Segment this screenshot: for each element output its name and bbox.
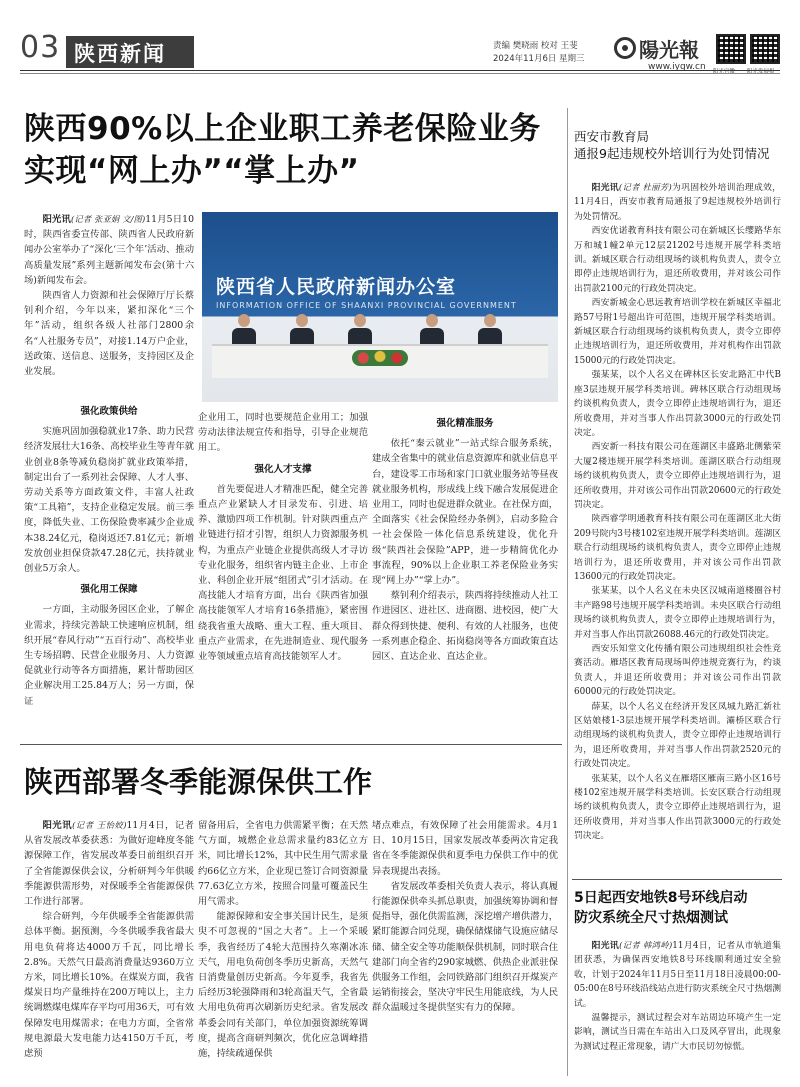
paragraph: 一方面，主动服务园区企业，了解企业需求，持续完善缺工快速响应机制，组织开展“春风行动”“五百行动”、高校毕业生专场招聘、民营企业服务月、人力资源促就业行动等各方面措施，累计帮助园区企业解决用工25.84万人；另一方面，保证 bbox=[24, 604, 194, 707]
paragraph: 能源保障和安全事关国计民生，是须臾不可忽视的“国之大者”。上一个采暖季，我省经历了4轮大范围持久寒潮冰冻天气，用电负荷创冬季历史新高，天然气日消费量创历史新高。今年夏季，我省先后经历3轮强降雨和3轮高温天气，全省最大用电负荷再次刷新历史纪录。省发展改革委会同有关部门，单位加强资源统筹调度，提高含商研判频次，优化应急调峰措施，持续疏通保供 bbox=[198, 911, 368, 1060]
date-line: 2024年11月6日 星期三 bbox=[493, 54, 585, 64]
paragraph: 为巩固校外培训治理成效，11月4日，西安市教育局通报了9起违规校外培训行为处罚情况。 bbox=[574, 183, 781, 222]
photo-banner-text: 陕西省人民政府新闻办公室 bbox=[216, 276, 457, 298]
qr-caption: 阳光官微 bbox=[713, 69, 736, 75]
byline: 阳光讯 bbox=[42, 820, 73, 831]
sidebar-title-1 bbox=[574, 128, 784, 162]
section-title: 陕西新闻 bbox=[66, 36, 194, 68]
speaker-figure bbox=[478, 314, 502, 348]
paragraph: 首先要促进人才精准匹配，健全完善重点产业紧缺人才目录发布、引进、培养、激励四项工作机制。针对陕西重点产业链进行招才引智，组织人力资源服务机构，为重点产业链企业提供高级人才寻访专业化服务，组织省内链主企业、上市企业、科创企业开展“组团式”引才活动。在高技能人才培育方面，出台《陕西省加强高技能领军人才培育16条措施》，紧密围绕我省重大战略、重大工程、重大项目、重点产业需求，在先进制造业、现代服务业等领域重点培育高技能领军人才。 bbox=[198, 483, 368, 663]
subheading: 强化人才支撑 bbox=[254, 463, 312, 475]
energy-article-col3 bbox=[372, 818, 558, 1016]
main-headline bbox=[24, 108, 554, 192]
energy-article-col1 bbox=[24, 818, 194, 1061]
paragraph: 温馨提示，测试过程会对车站周边环境产生一定影响，测试当日需在车站出入口及风亭冒出，此现象为测试过程正常现象，请广大市民切勿惊慌。 bbox=[574, 1013, 781, 1052]
header-rule bbox=[20, 70, 780, 71]
newspaper-logo[interactable] bbox=[614, 33, 710, 63]
speaker-figure bbox=[420, 314, 444, 348]
sidebar-title-line: 防灾系统全尺寸热烟测试 bbox=[574, 910, 728, 926]
header-rule-thin bbox=[20, 73, 780, 74]
sidebar-title-line: 通报9起违规校外培训行为处罚情况 bbox=[574, 146, 770, 161]
paragraph: 实施巩固加强稳就业17条、助力民营经济发展壮大16条、高校毕业生等青年就业创业8条等减负稳岗扩就业政策举措，制定出台了一系列社会保障、人才人事、劳动关系等方面政策文件，丰富人社政策“工具箱”，支持企业稳定发展。前三季度，降低失业、工伤保险费率减少企业成本38.24亿元，稳岗返还7.81亿元；新增发放创业担保贷款47.28亿元，扶持就业创业5万余人。 bbox=[24, 426, 194, 575]
paragraph: 依托“秦云就业”一站式综合服务系统，建成全省集中的就业信息资源库和就业信息平台，建设零工市场和家门口就业服务站等昼夜就业服务机构，形成线上线下融合发展促进企业用工，同时也促进群众就业。在社保方面，全面落实《社会保险经办条例》，启动多险合一社会保险一体化信息系统建设，优化升级“陕西社会保险”APP，进一步精简优化办事流程，90%以上企业职工养老保险业务实现“网上办”“掌上办”。 bbox=[372, 438, 558, 587]
main-article-col2 bbox=[198, 410, 368, 664]
energy-headline: 陕西部署冬季能源保供工作 bbox=[24, 765, 373, 799]
paragraph: 西安乐知堂文化传播有限公司违规组织社会性竞赛活动。雁塔区教育局现场叫停违规竞赛行为，约谈负责人，并退还所收费用；并对该公司作出罚款60000元的行政处罚决定。 bbox=[574, 644, 781, 698]
paragraph: 西安优诺教育科技有限公司在新城区长缨路华东万和城1幢2单元12层21202号违规开展学科类培训。新城区联合行动组现场约谈机构负责人，责令立即停止违规培训行为，退还所收费用，并对该公司作出罚款2100元的行政处罚决定。 bbox=[574, 226, 781, 294]
byline: 阳光讯 bbox=[591, 183, 619, 193]
sidebar-divider bbox=[572, 879, 782, 880]
qr-code-icon bbox=[750, 34, 780, 64]
paragraph: 11月4日，记者从市轨道集团获悉，为确保西安地铁8号环线顺利通过安全验收，计划于2024年11月5日至11月18日凌晨00:00-05:00在8号环线沿线站点进行防灾系统全尺寸热烟测试。 bbox=[574, 941, 781, 1009]
site-url[interactable]: www.iygw.cn bbox=[648, 62, 706, 72]
flower-arrangement bbox=[352, 350, 408, 366]
paragraph: 西安新一科技有限公司在莲湖区丰盛路北侧紫荣大厦2楼违规开展学科类培训。莲湖区联合行动组现场约谈机构负责人，责令立即停止违规培训行为，退还所收费用，并对该公司作出罚款20600元的行政处罚决定。 bbox=[574, 442, 781, 510]
paragraph: 张某某，以个人名义在雁塔区雁南三路小区16号楼102室违规开展学科类培训。长安区联合行动组现场约谈机构负责人，责令立即停止违规培训行为，退还所收费用，并对当事人作出罚款3000元的行政处罚决定。 bbox=[574, 773, 781, 842]
column-divider bbox=[567, 108, 568, 1076]
logo-text: 陽光報 bbox=[639, 37, 699, 62]
headline-line: 实现“网上办”“掌上办” bbox=[24, 153, 360, 189]
sidebar-article-1-body bbox=[574, 180, 781, 844]
editor-line: 责编 樊晓雨 校对 王斐 bbox=[493, 41, 578, 51]
paragraph: 蔡钊利介绍表示，陕西将持续推动人社工作进园区、进社区、进商圈、进校园，使广大群众得到快捷、便利、有效的人社服务，也使一系列惠企稳企、拓岗稳岗等各方面政策直达园区、直达企业、直达企业。 bbox=[372, 590, 558, 663]
paragraph: 陕西省人力资源和社会保障厅厅长蔡钊利介绍，今年以来，紧扣深化“三个年”活动，组织各级人社部门2800余名“人社服务专员”，对接1.14万户企业，送政策、送信息、送服务，支持园区及企业发展。 bbox=[24, 290, 194, 378]
paragraph: 张某某，以个人名义在未央区汉城南道楼圈谷村丰产路98号违规开展学科类培训。未央区联合行动组现场约谈机构负责人，责令立即停止违规培训行为，并对当事人作出罚款26088.46元的行政处罚决定。 bbox=[574, 586, 781, 640]
paragraph: 企业用工，同时也要规范企业用工；加强劳动法律法规宣传和指导，引导企业规范用工。 bbox=[198, 412, 368, 454]
paragraph: 省发展改革委相关负责人表示，将认真履行能源保供牵头抓总职责，加强统筹协调和督促指导，强化供需监测，深挖增产增供潜力，紧盯能源合同兑现，确保储煤储气设施应储尽储、储全安全等功能顺保供机制，同时联合住建部门向全省约290家城燃、供热企业派驻保供服务工作组，会同铁路部门组织召开煤炭产运销衔接会，坚决守牢民生用能底线，为人民群众温暖过冬提供坚实有力的保障。 bbox=[372, 880, 558, 1014]
reporter: (记者 张亚娟 文/图) bbox=[70, 214, 146, 224]
paragraph: 陕西睿学明通教育科技有限公司在莲湖区北大街209号院内3号楼102室违规开展学科类培训。莲湖区联合行动组现场约谈机构负责人，责令立即停止违规培训行为，退还所收费用，并对该公司作出罚款13600元的行政处罚决定。 bbox=[574, 514, 781, 582]
subheading: 强化精准服务 bbox=[436, 418, 494, 429]
byline: 阳光讯 bbox=[591, 941, 620, 951]
energy-article-col2 bbox=[198, 818, 368, 1061]
main-article-col1 bbox=[24, 398, 194, 709]
sidebar-title-line: 5日起西安地铁8号环线启动 bbox=[574, 890, 748, 906]
headline-line: 陕西90%以上企业职工养老保险业务 bbox=[24, 111, 541, 147]
byline: 阳光讯 bbox=[42, 214, 71, 225]
paragraph: 综合研判，今年供暖季全省能源供需总体平衡。据预测，今冬供暖季我省最大用电负荷将达4000万千瓦，同比增长2.8%。天然气日最高消费量达9360万立方米，同比增长10%。在煤炭方面，我省煤炭日均产量维持在200万吨以上，主力统调燃煤电煤库存平均可用36天，可有效保障发电用煤需求；在电力方面，全省常规电源最大发电能力达4150万千瓦，考虑预 bbox=[24, 911, 194, 1060]
article-divider bbox=[20, 744, 562, 745]
paragraph: 西安新城金心思远教育培训学校在新城区幸福北路57号附1号超出许可范围，违规开展学科类培训。新城区联合行动组现场约谈机构负责人，责令立即停止违规培训行为，退还所收费用，并对机构作出罚款15000元的行政处罚决定。 bbox=[574, 298, 781, 366]
reporter: (记者 韩鸿岭) bbox=[619, 940, 673, 950]
subheading: 强化用工保障 bbox=[80, 584, 138, 596]
subheading: 强化政策供给 bbox=[80, 406, 138, 417]
reporter: (记者 杜丽芳) bbox=[618, 182, 672, 192]
main-article-col1-top bbox=[24, 212, 194, 379]
qr-code-icon bbox=[716, 34, 746, 64]
paragraph: 留备用后，全省电力供需紧平衡；在天然气方面，城燃企业总需求量约83亿立方米，同比增长12%，其中民生用气需求量约66亿立方米，企业现已签订合同资源量77.63亿立方米，按照合同量可覆盖民生用气需求。 bbox=[198, 820, 368, 908]
sidebar-article-2-body bbox=[574, 938, 781, 1054]
speaker-figure bbox=[232, 314, 256, 348]
main-article-col3 bbox=[372, 410, 558, 664]
sidebar-title-2 bbox=[574, 888, 784, 928]
speaker-figure bbox=[290, 314, 314, 348]
edition-meta bbox=[493, 40, 628, 66]
paragraph: 堵点难点，有效保障了社会用能需求。4月1日、10月15日，国家发展改革委两次肯定我省在冬季能源保供和夏季电力保供工作中的优异表现提出表扬。 bbox=[372, 820, 558, 877]
reporter: (记者 王怡姣) bbox=[72, 820, 127, 830]
paragraph: 11月4日，记者从省发展改革委获悉：为做好迎峰度冬能源保障工作，省发展改革委日前组织召开了全省能源保供会议，分析研判今年供暖季能源供需形势，对保暖季全省能源保供工作进行部署。 bbox=[24, 820, 194, 908]
speaker-figure bbox=[348, 314, 372, 348]
photo-banner-english: INFORMATION OFFICE OF SHAANXI PROVINCIAL GOVERNMENT bbox=[216, 301, 517, 310]
qr-caption: 阳光发展报 bbox=[747, 69, 775, 75]
press-conference-photo bbox=[202, 212, 558, 402]
paragraph: 薛某，以个人名义在经济开发区凤城九路汇新社区姑娘楼1-3层违规开展学科类培训。灞桥区联合行动组现场约谈机构负责人，责令立即停止违规培训行为，退还所收费用，并对当事人作出罚款2520元的行政处罚决定。 bbox=[574, 701, 781, 770]
paragraph: 强某某，以个人名义在碑林区长安北路汇中代B座3层违规开展学科类培训。碑林区联合行动组现场约谈机构负责人，责令立即停止违规培训行为，退还所收费用，并对当事人作出罚款3000元的行政处罚决定。 bbox=[574, 370, 781, 438]
sidebar-title-line: 西安市教育局 bbox=[574, 129, 650, 144]
page-number: 03 bbox=[20, 30, 61, 65]
paragraph: 11月5日10时，陕西省委宣传部、陕西省人民政府新闻办公室举办了“深化‘三个年’活动、推动高质量发展”系列主题新闻发布会(第十六场)新闻发布会。 bbox=[24, 214, 194, 286]
sun-emblem-icon bbox=[614, 37, 636, 59]
